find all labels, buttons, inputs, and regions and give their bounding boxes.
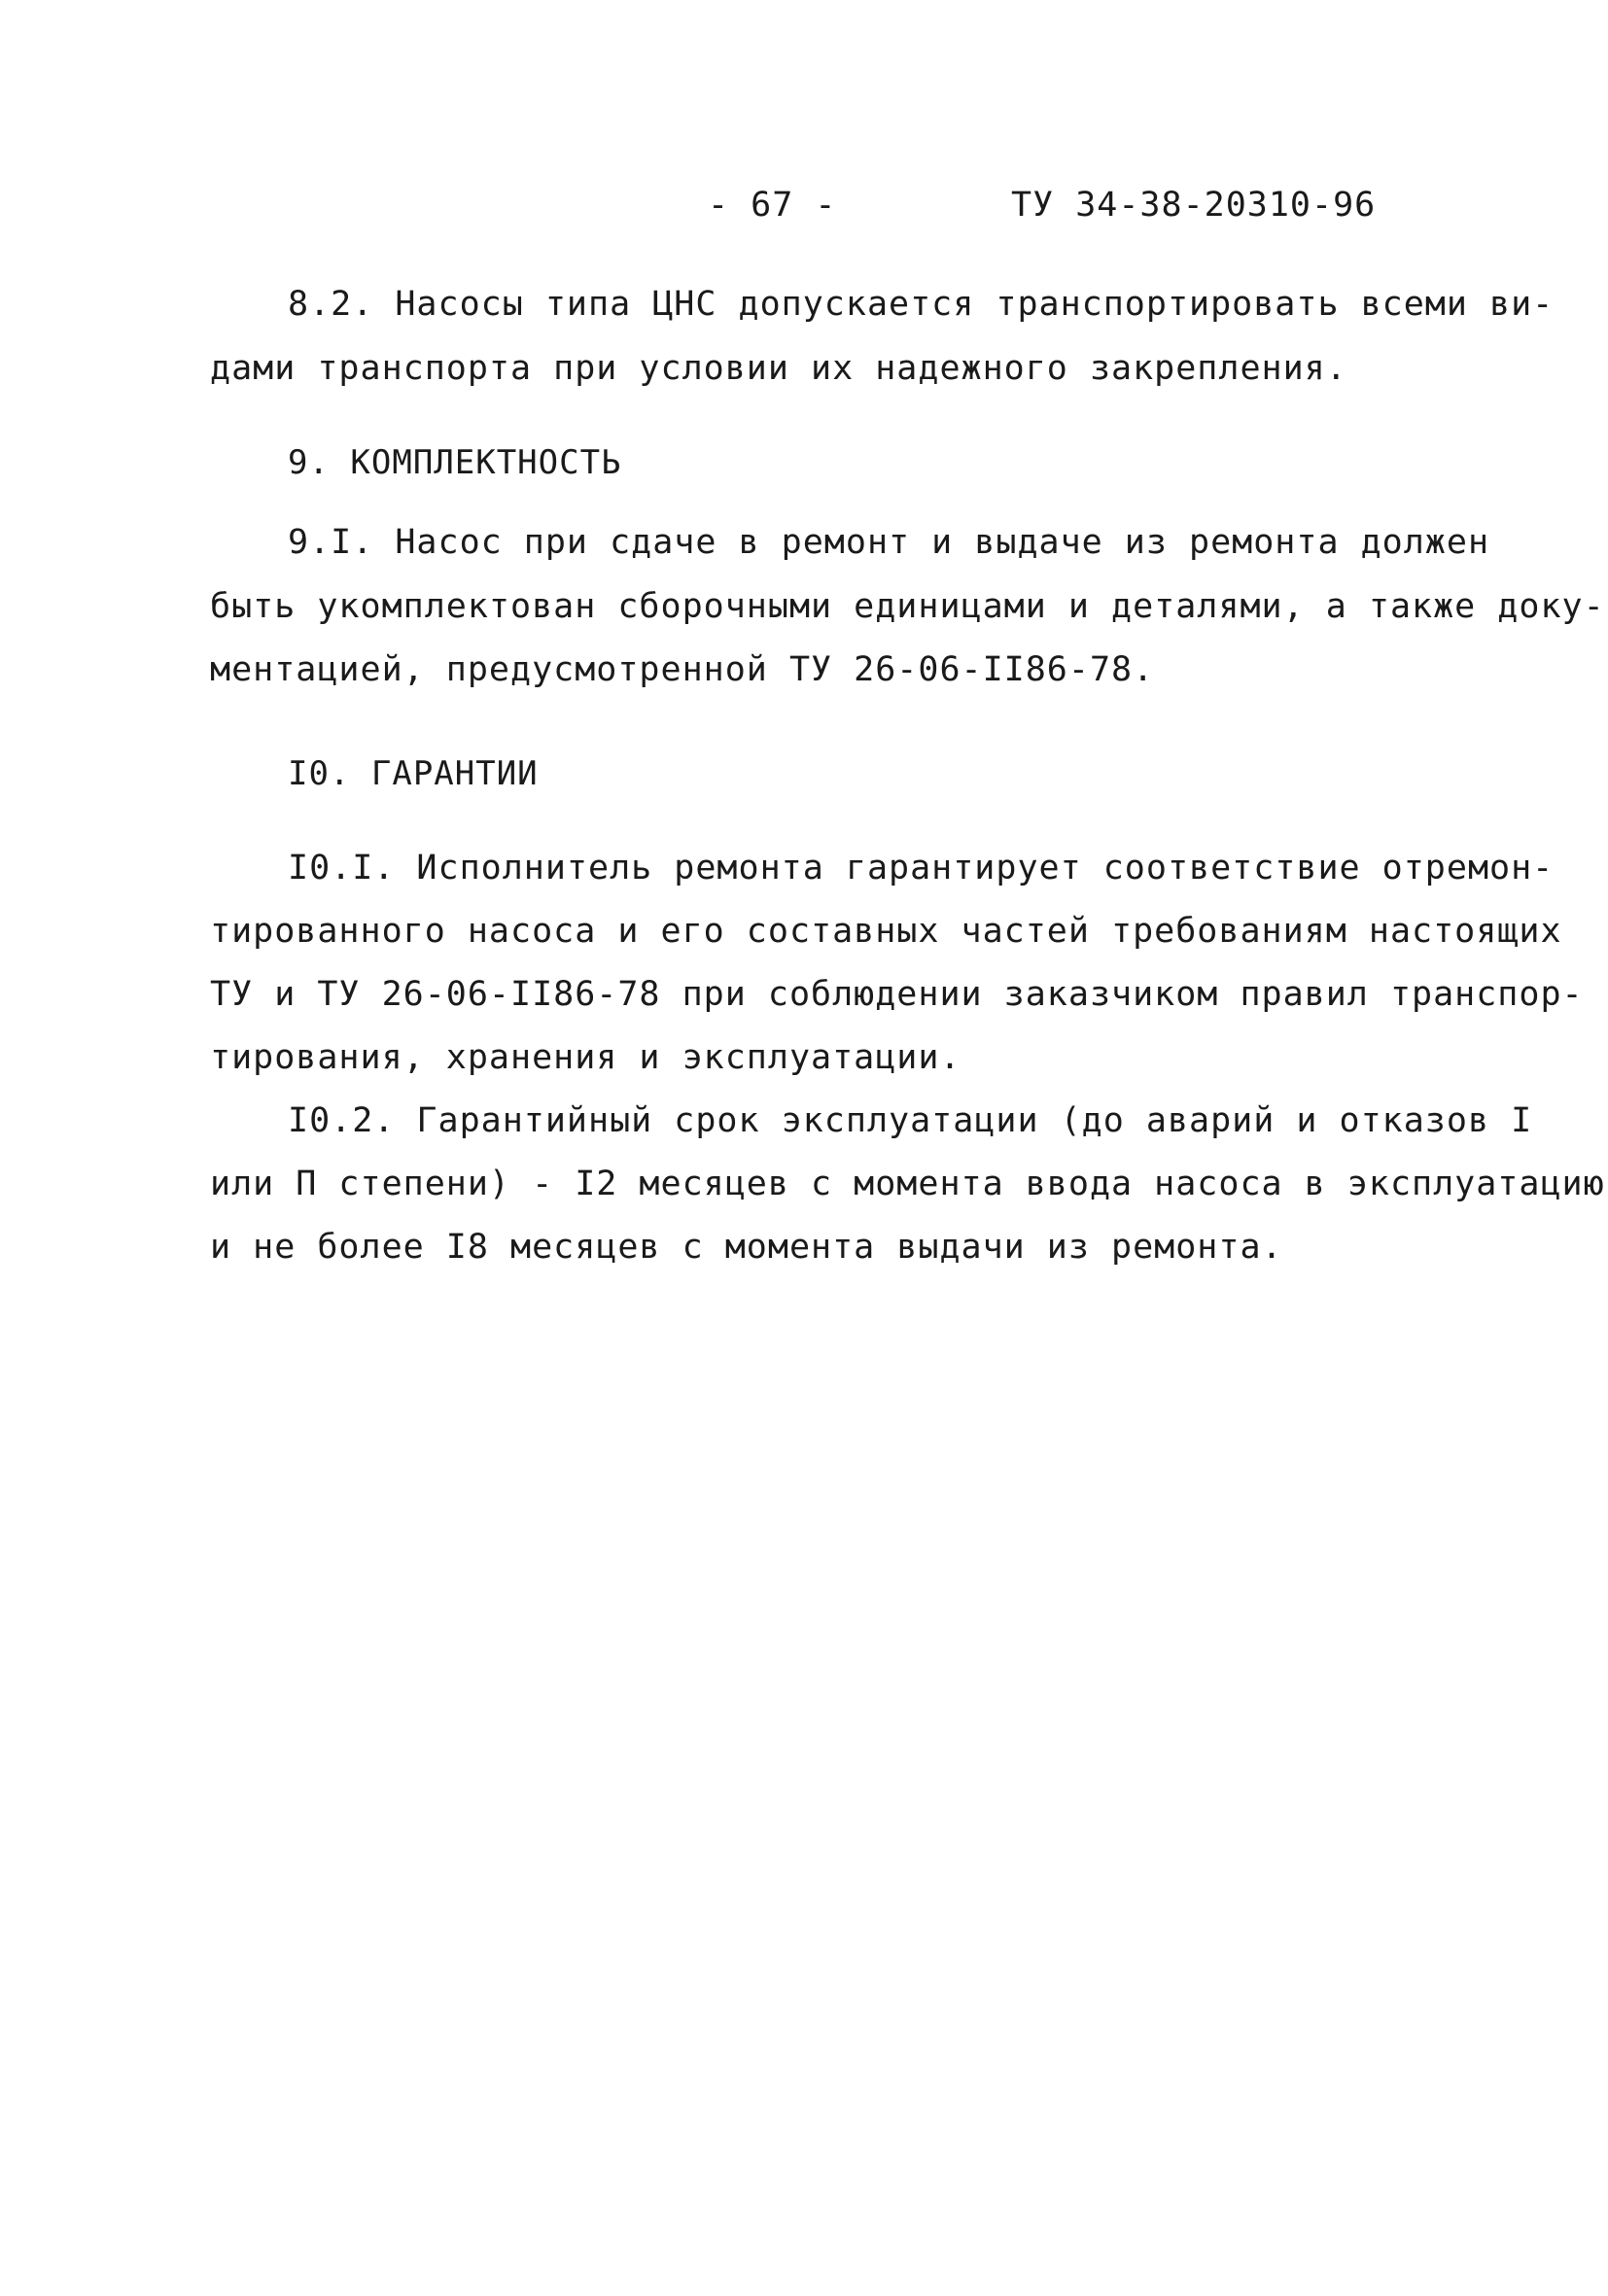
paragraph-line: 8.2. Насосы типа ЦНС допускается транспортировать всеми ви- <box>288 285 1555 324</box>
section-title-completeness: 9. КОМПЛЕКТНОСТЬ <box>288 443 622 482</box>
paragraph-line: ТУ и ТУ 26-06-II86-78 при соблюдении заказчиком правил транспор- <box>210 975 1584 1014</box>
paragraph-line: 9.I. Насос при сдаче в ремонт и выдаче из ремонта должен <box>288 523 1490 562</box>
paragraph-line: I0.2. Гарантийный срок эксплуатации (до аварий и отказов I <box>288 1101 1533 1140</box>
paragraph-line: и не более I8 месяцев с момента выдачи из ремонта. <box>210 1228 1283 1267</box>
paragraph-line: быть укомплектован сборочными единицами и деталями, а также доку- <box>210 587 1605 626</box>
paragraph-line: ментацией, предусмотренной ТУ 26-06-II86-78. <box>210 650 1155 689</box>
section-title-guarantees: I0. ГАРАНТИИ <box>288 754 539 793</box>
paragraph-line: или П степени) - I2 месяцев с момента ввода насоса в эксплуатацию <box>210 1165 1605 1203</box>
paragraph-line: дами транспорта при условии их надежного закрепления. <box>210 349 1347 388</box>
paragraph-line: тирования, хранения и эксплуатации. <box>210 1038 961 1077</box>
document-code: ТУ 34-38-20310-96 <box>1011 186 1377 225</box>
paragraph-line: тированного насоса и его составных частей требованиям настоящих <box>210 912 1562 951</box>
paragraph-line: I0.I. Исполнитель ремонта гарантирует соответствие отремон- <box>288 849 1555 887</box>
page-number: - 67 - <box>708 186 837 225</box>
